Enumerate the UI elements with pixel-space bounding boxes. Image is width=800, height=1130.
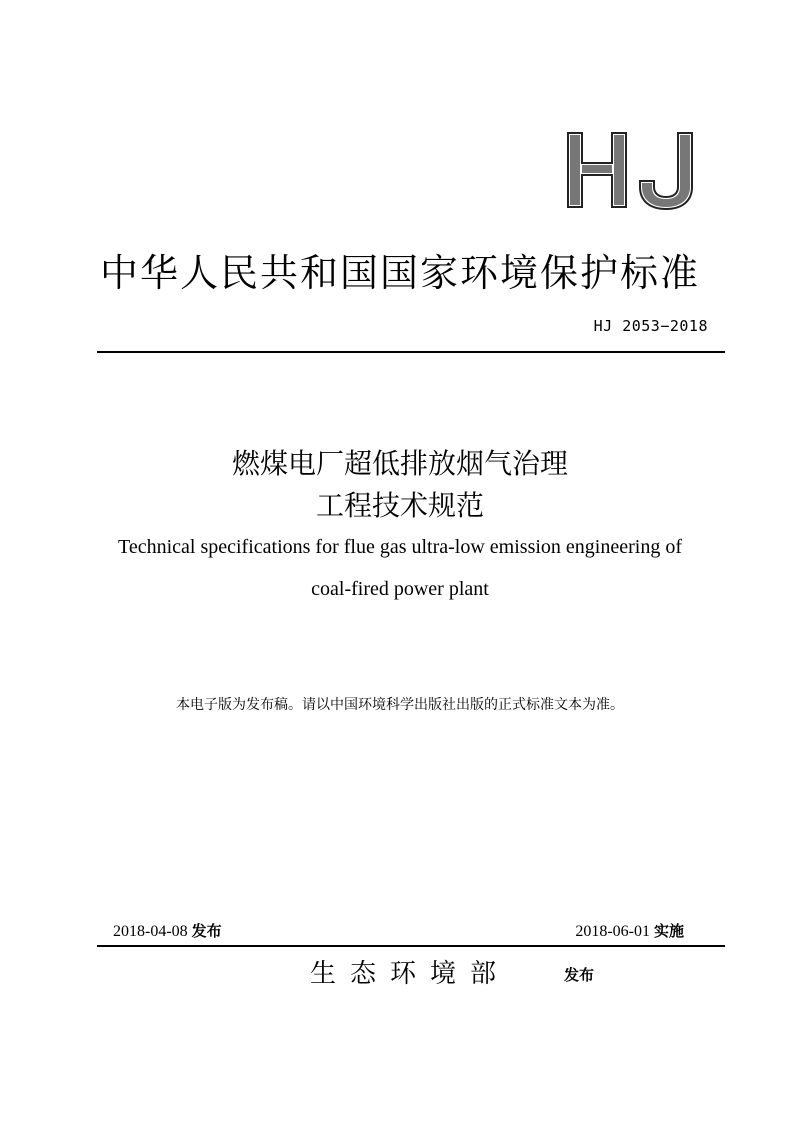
implementation-date: 2018-06-01 [575,923,650,940]
issue-label: 发布 [191,922,222,940]
top-divider [97,351,725,353]
issue-date: 2018-04-08 [113,923,188,940]
implementation-label: 实施 [653,922,684,940]
publisher-label: 发布 [564,966,595,984]
english-title-line-2: coal-fired power plant [311,578,489,600]
hj-logo-icon [560,125,710,215]
chinese-title-line-1: 燃煤电厂超低排放烟气治理 [231,447,568,480]
standard-category-title: 中华人民共和国国家环境保护标准 [99,251,700,295]
implementation-date-line [575,920,684,943]
chinese-title-line-2: 工程技术规范 [315,489,484,522]
publisher-name: 生态环境部 [310,959,511,989]
bottom-divider [97,945,725,947]
issue-date-line [113,920,222,943]
electronic-version-notice: 本电子版为发布稿。请以中国环境科学出版社出版的正式标准文本为准。 [176,697,624,713]
english-title-line-1: Technical specifications for flue gas ultra-low emission engineering of [118,536,682,558]
standard-number: HJ 2053−2018 [593,317,708,335]
